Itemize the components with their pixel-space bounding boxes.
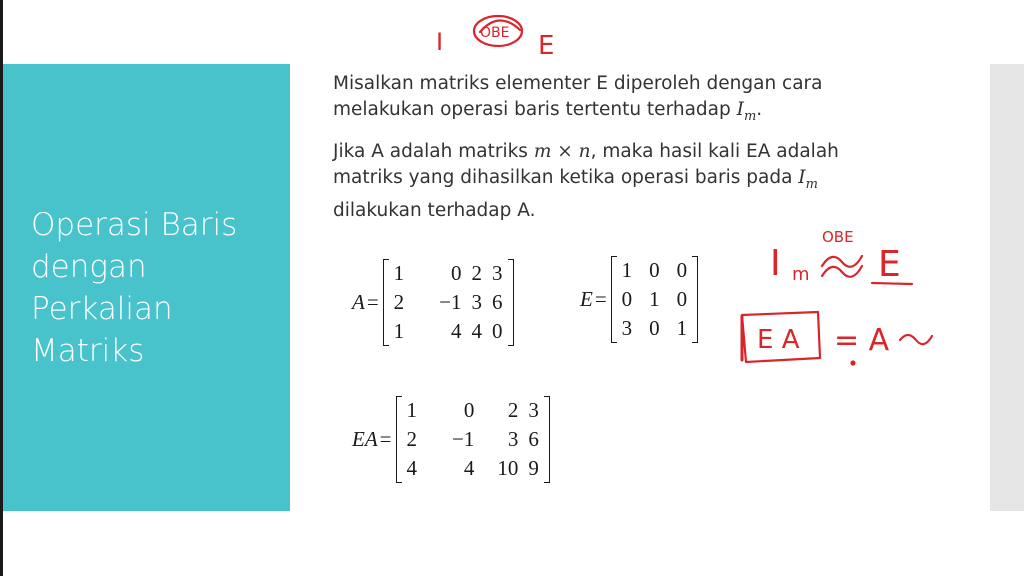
top-annotation [436, 16, 554, 61]
title-line-3: Perkalian [31, 291, 173, 327]
identity-symbol-2: I [798, 167, 806, 188]
ink-tilde-3 [900, 335, 932, 344]
ink-top-obe: OBE [480, 25, 510, 41]
ink-Im: I [770, 243, 781, 284]
matrix-EA-equals: = [379, 427, 392, 451]
matrix-row [402, 454, 544, 483]
para1-line2 [333, 97, 923, 130]
matrix-cell: 1 [649, 287, 660, 311]
matrix-cell: 2 [507, 398, 519, 422]
title-line-2: dengan [31, 249, 147, 285]
right-annotation [770, 228, 912, 285]
matrix-EA [396, 396, 550, 483]
matrix-row [617, 285, 693, 314]
matrix-cell: 0 [463, 398, 475, 422]
title-line-1: Operasi Baris [31, 207, 238, 243]
matrix-row [402, 425, 544, 454]
ink-box [742, 312, 820, 362]
matrix-cell: 4 [463, 456, 475, 480]
matrix-cell: 3 [492, 261, 503, 285]
ink-circle [474, 16, 522, 46]
para2-line1 [333, 139, 923, 165]
paragraph-2 [333, 139, 923, 224]
right-margin-strip [990, 64, 1024, 511]
ink-underline [872, 283, 912, 284]
matrix-cell: 0 [676, 287, 688, 311]
dimension-math: m × n [533, 141, 591, 162]
ink-obe-right: OBE [822, 228, 854, 246]
matrix-EA-equation [352, 396, 550, 483]
ink-E-right: E [878, 244, 901, 285]
ink-m: m [792, 264, 810, 285]
matrix-cell: 6 [528, 427, 539, 451]
para1-line2-text: melakukan operasi baris tertentu terhadap [333, 99, 737, 120]
matrix-A-label: A [352, 290, 365, 314]
ink-eq-A: = A [834, 323, 890, 358]
ink-tilde-1 [822, 256, 862, 267]
matrix-cell: 1 [406, 398, 417, 422]
matrix-cell: 1 [393, 319, 405, 343]
matrix-E [611, 256, 699, 343]
matrix-A [383, 259, 514, 346]
identity-subscript: m [743, 109, 757, 124]
matrix-cell: 0 [676, 258, 688, 282]
slide-title [31, 204, 281, 372]
matrix-A-equals: = [366, 290, 379, 314]
ink-top-E: E [538, 31, 555, 61]
identity-symbol: I [736, 99, 744, 120]
matrix-E-equals: = [594, 287, 607, 311]
matrix-cell: 2 [393, 290, 405, 314]
matrix-row [389, 288, 508, 317]
matrix-cell: 4 [406, 456, 417, 480]
matrix-cell: 0 [649, 316, 660, 340]
title-panel [3, 64, 290, 511]
matrix-row [389, 259, 508, 288]
para2-line3: dilakukan terhadap A. [333, 200, 536, 221]
matrix-cell: 1 [621, 258, 633, 282]
matrix-cell: 6 [492, 290, 503, 314]
matrix-cell: 0 [649, 258, 660, 282]
matrix-cell: −1 [439, 290, 462, 314]
paragraph-1 [333, 71, 923, 130]
matrix-cell: 2 [471, 261, 483, 285]
matrix-cell: 0 [621, 287, 633, 311]
title-line-4: Matriks [31, 333, 145, 369]
boxed-annotation [742, 312, 932, 365]
matrix-E-equation [580, 256, 698, 343]
ink-EA: E A [757, 325, 800, 355]
matrix-cell: 3 [621, 316, 633, 340]
matrix-cell: 4 [451, 319, 462, 343]
matrix-row [389, 317, 508, 346]
ink-tilde-2 [822, 266, 862, 277]
ink-top-I: I [436, 28, 444, 56]
matrix-A-equation [352, 259, 514, 346]
matrix-EA-label: EA [352, 427, 378, 451]
matrix-cell: 1 [393, 261, 405, 285]
matrix-row [617, 256, 693, 285]
ink-curve [480, 20, 520, 32]
matrix-cell: 10 [497, 456, 519, 480]
matrix-cell: 9 [528, 456, 539, 480]
para1-line1: Misalkan matriks elementer E diperoleh dengan cara [333, 73, 823, 94]
matrix-cell: 3 [507, 427, 519, 451]
matrix-cell: −1 [452, 427, 475, 451]
matrix-cell: 2 [406, 427, 417, 451]
ink-dot [852, 362, 855, 365]
para2-line2 [333, 165, 923, 198]
para2-line2-text: matriks yang dihasilkan ketika operasi baris pada [333, 167, 799, 188]
matrix-cell: 0 [451, 261, 462, 285]
para1-period: . [756, 99, 763, 120]
matrix-cell: 1 [676, 316, 688, 340]
matrix-E-label: E [580, 287, 593, 311]
para2-line1-b: , maka hasil kali EA adalah [590, 141, 839, 162]
matrix-cell: 4 [471, 319, 483, 343]
matrix-row [402, 396, 544, 425]
matrix-row [617, 314, 693, 343]
para2-line1-a: Jika A adalah matriks [333, 141, 534, 162]
matrix-cell: 3 [528, 398, 539, 422]
matrix-cell: 0 [492, 319, 503, 343]
identity-subscript-2: m [805, 177, 818, 192]
matrix-cell: 3 [471, 290, 483, 314]
